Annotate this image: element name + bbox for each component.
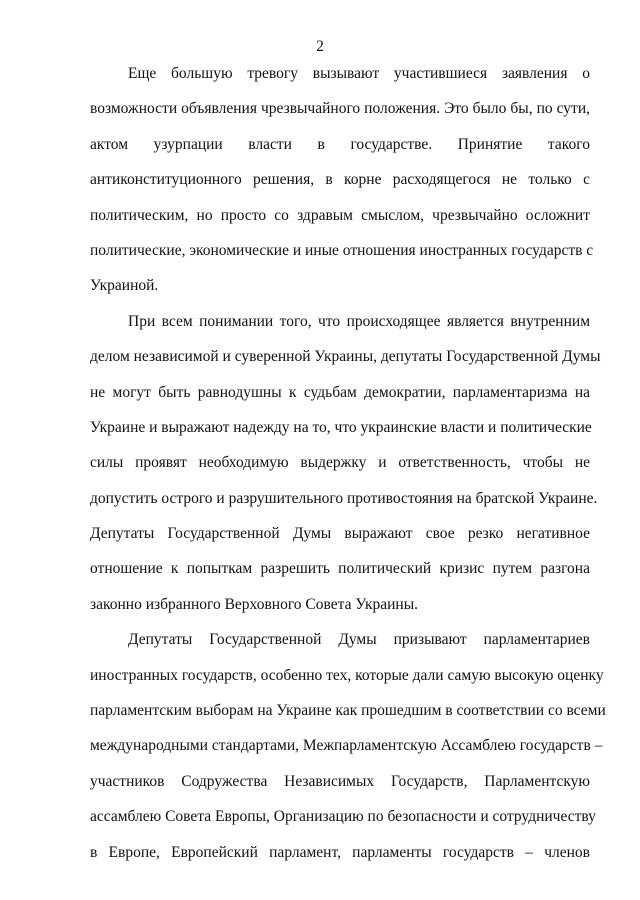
text-line: актом узурпации власти в государстве. Принятие такого <box>90 135 590 153</box>
text-line: Еще большую тревогу вызывают участившиеся заявления о <box>128 65 590 82</box>
text-line: международными стандартами, Межпарламентскую Ассамблею государств – <box>90 737 603 755</box>
text-line: не могут быть равнодушны к судьбам демократии, парламентаризма на <box>90 383 590 401</box>
text-line: ассамблею Совета Европы, Организацию по безопасности и сотрудничеству <box>90 808 596 826</box>
text-line: иностранных государств, особенно тех, которые дали самую высокую оценку <box>90 666 604 684</box>
text-line: участников Содружества Независимых Государств, Парламентскую <box>90 772 590 790</box>
text-line: в Европе, Европейский парламент, парламенты государств – членов <box>90 843 590 861</box>
text-line: возможности объявления чрезвычайного положения. Это было бы, по сути, <box>90 100 590 118</box>
text-line: парламентским выборам на Украине как прошедшим в соответствии со всеми <box>90 702 606 720</box>
text-line: Депутаты Государственной Думы выражают свое резко негативное <box>90 525 590 543</box>
text-line: законно избранного Верховного Совета Украины. <box>90 595 418 613</box>
text-line: антиконституционного решения, в корне расходящегося не только с <box>90 171 590 189</box>
text-line: допустить острого и разрушительного противостояния на братской Украине. <box>90 489 598 507</box>
text-line: Депутаты Государственной Думы призывают парламентариев <box>128 631 590 649</box>
text-line: При всем понимании того, что происходящее является внутренним <box>128 312 590 330</box>
text-line: отношение к попыткам разрешить политический кризис путем разгона <box>90 560 590 578</box>
page-number: 2 <box>316 38 324 55</box>
text-line: делом независимой и суверенной Украины, депутаты Государственной Думы <box>90 348 601 366</box>
text-line: Украине и выражают надежду на то, что украинские власти и политические <box>90 418 592 436</box>
text-line: Украиной. <box>90 277 159 295</box>
text-line: политические, экономические и иные отношения иностранных государств с <box>90 241 594 259</box>
text-line: политическим, но просто со здравым смыслом, чрезвычайно осложнит <box>90 206 590 224</box>
body-text <box>90 56 606 870</box>
text-line: силы проявят необходимую выдержку и ответственность, чтобы не <box>90 454 590 472</box>
